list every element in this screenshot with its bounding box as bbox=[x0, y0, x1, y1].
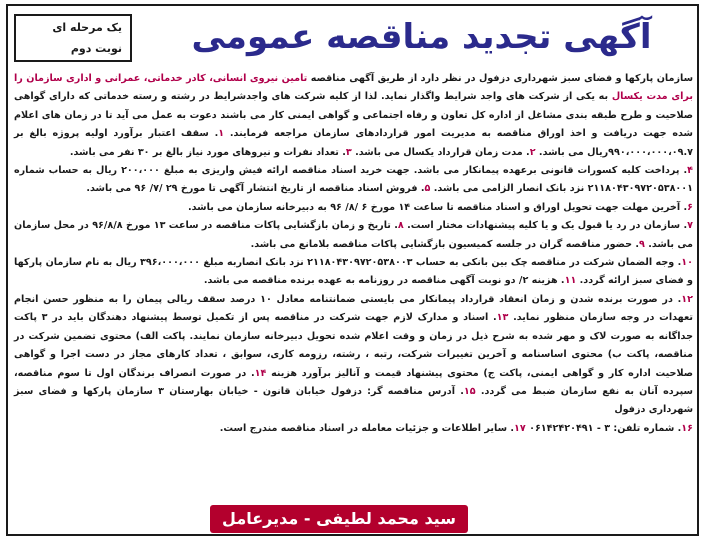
list-item: ۱۲. در صورت برنده شدن و زمان انعقاد قرارداد پیمانکار می بایستی ضمانتنامه معادل ۱۰ درصد سقف ریالی پیمان را به منظور حسن انجام تعهدات در وجه سازمان منظور نماید. ۱۳. اسناد و مدارک لازم جهت شرکت در مناقصه پس از تکمیل توسط پیشنهاد دهندگان باید در ۳ پاکت جداگانه به صورت لاک و مهر شده به شرح ذیل در زمان و وقت اعلام شده تحویل دبیرخانه سازمان نمایند. پاکت الف) محتوی تضمین شرکت در مناقصه، پاکت ب) محتوی اساسنامه و آخرین تغییرات شرکت، رتبه ، رشته، رزومه کاری، سوابق ، تعداد کارهای مجاز در دست اجرا و گواهی صلاحیت اداره کار و گواهی ایمنی، پاکت ج) محتوی پیشنهاد قیمت و آنالیز برآورد هزینه ۱۴. در صورت انصراف برندگان اول تا سوم مناقصه، سپرده آنان به نفع سازمان ضبط می گردد. ۱۵. آدرس مناقصه گر: دزفول خیابان قانون - خیابان بهارستان ۳ سازمان پارکها و فضای سبز شهرداری دزفول bbox=[14, 293, 693, 416]
notice-body bbox=[14, 70, 693, 438]
list-item: ۱۰. وجه الضمان شرکت در مناقصه چک بین بانکی به حساب ۲۱۱۸۰۴۳۰۹۷۲۰۵۳۸۰۰۳ نزد بانک انصاربه مبلغ ۳۹۶،۰۰۰،۰۰۰ ریال به نام سازمان پارکها و فضای سبز ارائه گردد. ۱۱. هزینه ۲/ دو نوبت آگهی مناقصه در روزنامه به عهده برنده مناقصه می باشد. bbox=[14, 257, 693, 287]
stage-label: یک مرحله ای bbox=[52, 21, 122, 34]
round-label: نوبت دوم bbox=[70, 42, 122, 55]
intro-text-1: سازمان پارکها و فضای سبز شهرداری دزفول در نظر دارد از طریق آگهی مناقصه bbox=[307, 73, 694, 84]
intro-paragraph bbox=[14, 70, 693, 162]
item-3: ۳. تعداد نفرات و نیروهای مورد نیاز بالغ بر ۳۰ نفر می باشد. bbox=[69, 146, 352, 158]
signature-banner: سید محمد لطیفی - مدیرعامل bbox=[210, 505, 468, 533]
list-item: ۷. سازمان در رد یا قبول یک و یا کلیه پیشنهادات مختار است. ۸. تاریخ و زمان بازگشایی پاکات مناقصه در ساعت ۱۳ مورخ ۹۶/۸/۸ در محل سازمان می باشد. ۹. حضور مناقصه گران در جلسه کمیسیون بازگشایی پاکات مناقصه بلامانع می باشد. bbox=[14, 220, 693, 250]
stage-badge bbox=[14, 14, 132, 62]
list-item: ۱۶. شماره تلفن: ۳ - ۰۶۱۴۲۴۲۰۴۹۱ ۱۷. سایر اطلاعات و جزئیات معامله در اسناد مناقصه مندرج است. bbox=[219, 422, 693, 434]
intro-text-2: به یکی از شرکت های واجد شرایط واگذار نماید. لذا از کلیه شرکت های واجدشرایط در رشته و رسته خدماتی که دارای گواهی صلاحیت و طرح طبقه بندی مشاغل از اداره کل تعاون و رفاه اجتماعی و گواهی ایمنی کار می باشند دعوت به عمل می آید تا در زمان های اعلام شده جهت دریافت و اخذ اوراق مناقصه به مدیریت امور قراردادهای سازمان مراجعه فرمایند. bbox=[14, 91, 693, 140]
page-title: آگهی تجدید مناقصه عمومی bbox=[191, 17, 652, 57]
item-2: ۲. مدت زمان قرارداد یکسال می باشد. bbox=[355, 146, 536, 158]
list-item: ۶. آخرین مهلت جهت تحویل اوراق و اسناد مناقصه تا ساعت ۱۴ مورخ ۶ /۸/ ۹۶ به دبیرخانه سازمان می باشد. bbox=[187, 201, 693, 213]
item-1: ۱. سقف اعتبار برآورد اولیه پروژه بالغ بر ۹۹۰،۰۰۰،۰۰۰،۰۹.۷ریال می باشد. bbox=[14, 128, 693, 158]
intro-highlight: تامین نیروی انسانی، کادر خدماتی، عمرانی و اداری سازمان را برای مدت یکسال bbox=[14, 73, 693, 103]
list-item: ۴. پرداخت کلیه کسورات قانونی برعهده پیمانکار می باشد. جهت خرید اسناد مناقصه ارائه فیش واریزی به مبلغ ۲۰۰،۰۰۰ ریال به حساب شماره ۲۱۱۸۰۴۳۰۹۷۲۰۵۳۸۰۰۱ نزد بانک انصار الزامی می باشد. ۵. فروش اسناد مناقصه از تاریخ انتشار آگهی تا مورخ ۲۹ /۷/ ۹۶ می باشد. bbox=[14, 165, 693, 195]
